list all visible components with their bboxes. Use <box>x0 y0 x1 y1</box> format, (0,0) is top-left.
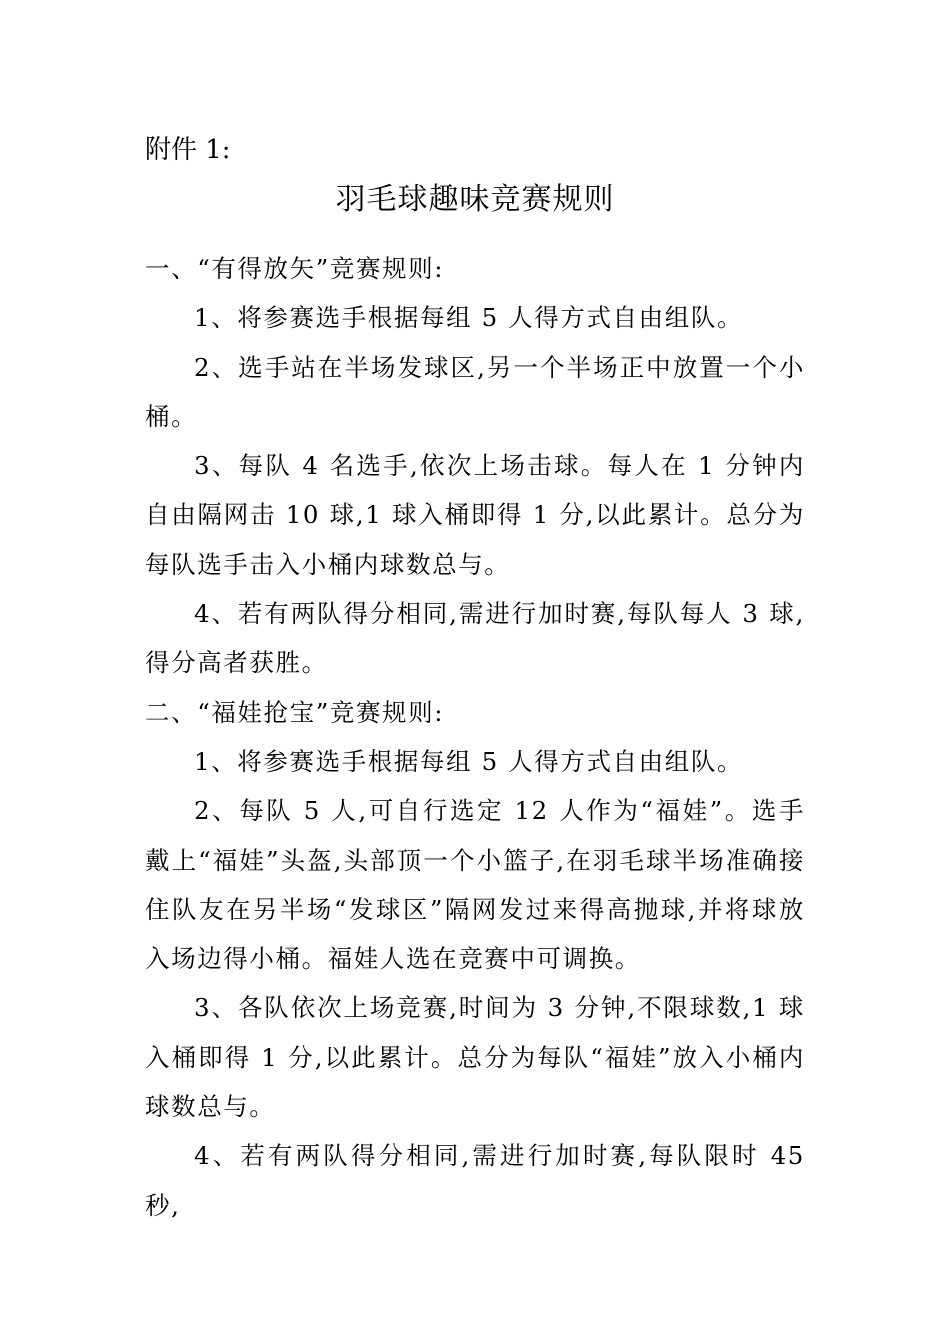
rule-item: 3、每队 4 名选手,依次上场击球。每人在 1 分钟内自由隔网击 10 球,1 球入桶即得 1 分,以此累计。总分为每队选手击入小桶内球数总与。 <box>145 451 805 579</box>
document-body <box>145 244 805 1230</box>
rule-item: 1、将参赛选手根据每组 5 人得方式自由组队。 <box>194 746 744 776</box>
section-2 <box>145 688 805 1230</box>
document-title: 羽毛球趣味竞赛规则 <box>335 182 615 217</box>
section-heading: 二、“福娃抢宝”竞赛规则: <box>145 697 445 727</box>
rule-item: 4、若有两队得分相同,需进行加时赛,每队每人 3 球,得分高者获胜。 <box>145 599 805 678</box>
rule-item: 3、各队依次上场竞赛,时间为 3 分钟,不限球数,1 球入桶即得 1 分,以此累计。总分为每队“福娃”放入小桶内球数总与。 <box>145 993 805 1122</box>
section-heading: 一、“有得放矢”竞赛规则: <box>145 254 445 283</box>
attachment-label: 附件 1: <box>145 135 231 165</box>
rule-item: 4、若有两队得分相同,需进行加时赛,每队限时 45 秒, <box>145 1141 805 1220</box>
rule-item: 2、每队 5 人,可自行选定 12 人作为“福娃”。选手戴上“福娃”头盔,头部顶一个小篮子,在羽毛球半场准确接住队友在另半场“发球区”隔网发过来得高抛球,并将球放入场边得小桶。福娃人选在竞赛中可调换。 <box>145 796 805 974</box>
rule-item: 2、选手站在半场发球区,另一个半场正中放置一个小桶。 <box>145 352 805 431</box>
section-1 <box>145 244 805 688</box>
rule-item: 1、将参赛选手根据每组 5 人得方式自由组队。 <box>194 303 744 333</box>
